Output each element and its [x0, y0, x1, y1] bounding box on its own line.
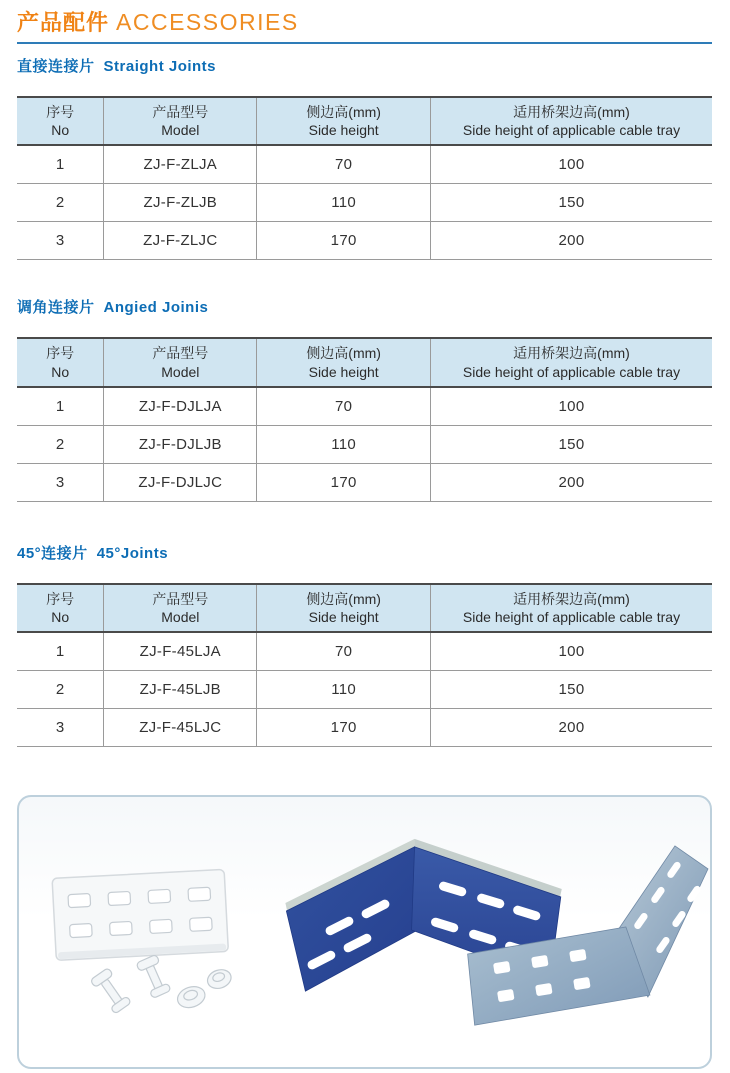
- section-title-en: Straight Joints: [103, 58, 217, 75]
- cell-model: ZJ-F-ZLJA: [104, 145, 257, 184]
- section-title-straight-joints: [17, 55, 712, 76]
- col-header-no: 序号 No: [17, 338, 104, 386]
- table-header-row: [17, 584, 712, 632]
- cell-side-height: 70: [257, 387, 431, 426]
- col-header-tray-height: 适用桥架边高(mm) Side height of applicable cable tray: [431, 97, 712, 145]
- col-header-side-height: 侧边高(mm) Side height: [257, 338, 431, 386]
- col-header-side-height: 侧边高(mm) Side height: [257, 584, 431, 632]
- cell-tray-height: 150: [431, 425, 712, 463]
- section-title-zh: 直接连接片: [17, 58, 95, 75]
- cell-side-height: 110: [257, 184, 431, 222]
- cell-tray-height: 150: [431, 671, 712, 709]
- section-title-45-joints: [17, 542, 712, 563]
- cell-model: ZJ-F-45LJC: [104, 709, 257, 747]
- table-header-row: [17, 338, 712, 386]
- table-row: [17, 632, 712, 671]
- cell-side-height: 170: [257, 222, 431, 260]
- cell-model: ZJ-F-DJLJC: [104, 463, 257, 501]
- cell-no: 1: [17, 145, 104, 184]
- table-row: [17, 463, 712, 501]
- cell-tray-height: 150: [431, 184, 712, 222]
- cell-model: ZJ-F-ZLJC: [104, 222, 257, 260]
- table-row: [17, 709, 712, 747]
- cell-no: 1: [17, 387, 104, 426]
- col-header-no: 序号 No: [17, 584, 104, 632]
- section-title-angled-joints: [17, 296, 712, 317]
- cell-model: ZJ-F-ZLJB: [104, 184, 257, 222]
- table-row: [17, 387, 712, 426]
- cell-model: ZJ-F-DJLJB: [104, 425, 257, 463]
- cell-side-height: 70: [257, 632, 431, 671]
- angled-joints-table: [17, 337, 712, 501]
- table-row: [17, 184, 712, 222]
- section-angled-joints: [17, 296, 712, 501]
- section-45-joints: [17, 542, 712, 747]
- section-title-zh: 调角连接片: [17, 299, 95, 317]
- col-header-no: 序号 No: [17, 97, 104, 145]
- cell-side-height: 170: [257, 709, 431, 747]
- cell-no: 3: [17, 222, 104, 260]
- cell-model: ZJ-F-45LJB: [104, 671, 257, 709]
- product-photos-panel: [17, 795, 712, 1069]
- cell-tray-height: 200: [431, 463, 712, 501]
- cell-side-height: 110: [257, 425, 431, 463]
- product-photos-illustration: [19, 797, 710, 1067]
- section-title-en: Angied Joinis: [103, 299, 209, 317]
- col-header-tray-height: 适用桥架边高(mm) Side height of applicable cable tray: [431, 338, 712, 386]
- cell-model: ZJ-F-DJLJA: [104, 387, 257, 426]
- col-header-model: 产品型号 Model: [104, 97, 257, 145]
- table-header-row: [17, 97, 712, 145]
- col-header-model: 产品型号 Model: [104, 584, 257, 632]
- table-row: [17, 425, 712, 463]
- page-title-zh: 产品配件: [17, 10, 110, 35]
- straight-joint-photo: [52, 870, 233, 1015]
- cell-tray-height: 200: [431, 222, 712, 260]
- col-header-side-height: 侧边高(mm) Side height: [257, 97, 431, 145]
- nut-icon: [175, 967, 234, 1011]
- table-row: [17, 145, 712, 184]
- cell-side-height: 70: [257, 145, 431, 184]
- bolt-icon: [90, 954, 172, 1014]
- section-title-en: 45°Joints: [96, 544, 169, 562]
- cell-no: 2: [17, 425, 104, 463]
- cell-tray-height: 100: [431, 387, 712, 426]
- table-row: [17, 671, 712, 709]
- page-title: [17, 6, 712, 44]
- cell-no: 2: [17, 671, 104, 709]
- cell-tray-height: 100: [431, 145, 712, 184]
- cell-side-height: 110: [257, 671, 431, 709]
- cell-no: 2: [17, 184, 104, 222]
- col-header-model: 产品型号 Model: [104, 338, 257, 386]
- 45-joints-table: [17, 583, 712, 747]
- table-row: [17, 222, 712, 260]
- cell-no: 3: [17, 463, 104, 501]
- cell-no: 1: [17, 632, 104, 671]
- section-title-zh: 45°连接片: [17, 544, 88, 562]
- cell-model: ZJ-F-45LJA: [104, 632, 257, 671]
- page-title-en: ACCESSORIES: [116, 9, 299, 35]
- section-straight-joints: [17, 55, 712, 260]
- cell-no: 3: [17, 709, 104, 747]
- cell-tray-height: 100: [431, 632, 712, 671]
- cell-tray-height: 200: [431, 709, 712, 747]
- cell-side-height: 170: [257, 463, 431, 501]
- col-header-tray-height: 适用桥架边高(mm) Side height of applicable cable tray: [431, 584, 712, 632]
- straight-joints-table: [17, 96, 712, 260]
